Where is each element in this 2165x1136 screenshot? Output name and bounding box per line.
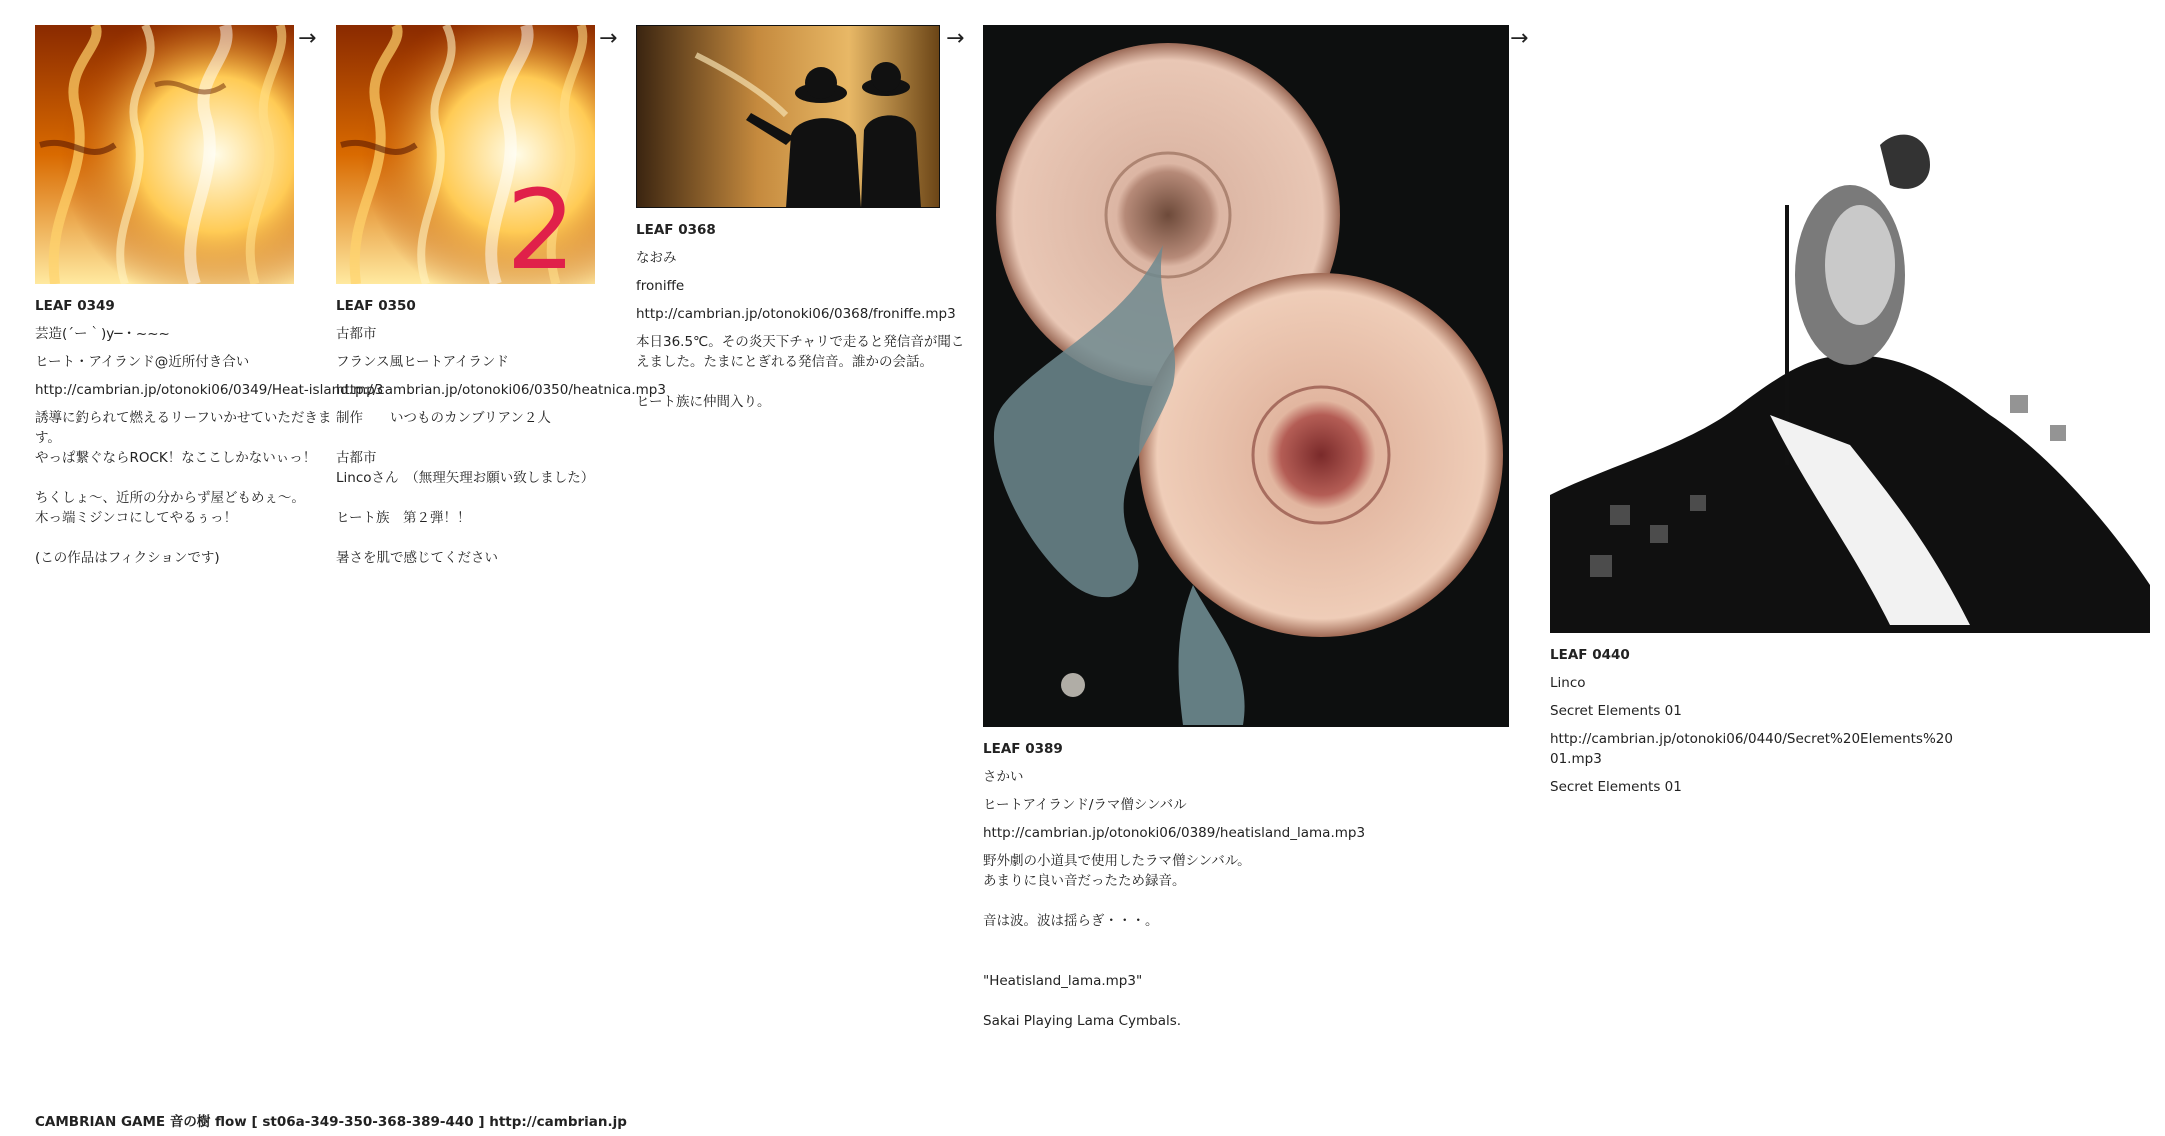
flow-arrow-icon: → — [946, 26, 965, 51]
leaf-mp3-link[interactable]: http://cambrian.jp/otonoki06/0349/Heat-island.mp3 — [35, 382, 384, 398]
cymbals-image[interactable] — [983, 25, 1509, 727]
leaf-title: froniffe — [636, 278, 685, 294]
flow-arrow-icon: → — [1510, 26, 1529, 51]
leaf-title: フランス風ヒートアイランド — [336, 354, 509, 370]
leaf-comment: 制作 いつものカンブリアン２人 古都市 Lincoさん （無理矢理お願い致しました） ヒート族 第２弾！！ 暑さを肌で感じてください — [336, 410, 595, 566]
leaf-0389 — [983, 25, 1509, 1039]
page-footer: CAMBRIAN GAME 音の樹 flow [ st06a-349-350-368-389-440 ] http://cambrian.jp — [35, 1114, 627, 1130]
leaf-mp3-link[interactable]: http://cambrian.jp/otonoki06/0350/heatnica.mp3 — [336, 382, 666, 398]
leaf-author: なおみ — [636, 250, 677, 266]
leaf-comment: Secret Elements 01 — [1550, 779, 1682, 795]
flow-arrow-icon: → — [298, 26, 317, 51]
leaf-id: LEAF 0389 — [983, 741, 1063, 757]
leaf-comment: 本日36.5℃。その炎天下チャリで走ると発信音が聞こえました。たまにとぎれる発信音。誰かの会話。 ヒート族に仲間入り。 — [636, 334, 965, 410]
leaf-0440 — [1550, 25, 2150, 805]
leaf-id: LEAF 0350 — [336, 298, 416, 314]
leaf-title: ヒートアイランド/ラマ僧シンバル — [983, 797, 1187, 813]
leaf-id: LEAF 0368 — [636, 222, 716, 238]
firefighters-image[interactable] — [636, 25, 940, 208]
leaf-author: 芸造(´ー｀)y─・~~~ — [35, 326, 170, 342]
fire-image-2[interactable] — [336, 25, 595, 284]
flow-arrow-icon: → — [599, 26, 618, 51]
fire-image[interactable] — [35, 25, 294, 284]
leaf-author: Linco — [1550, 675, 1586, 691]
leaf-0368 — [636, 25, 976, 420]
leaf-mp3-link[interactable]: http://cambrian.jp/otonoki06/0389/heatisland_lama.mp3 — [983, 825, 1366, 841]
image-number-label: 2 — [506, 166, 576, 284]
leaf-author: 古都市 — [336, 326, 377, 342]
leaf-id: LEAF 0440 — [1550, 647, 1630, 663]
leaf-title: ヒート・アイランド@近所付き合い — [35, 354, 250, 370]
leaf-id: LEAF 0349 — [35, 298, 115, 314]
leaf-title: Secret Elements 01 — [1550, 703, 1682, 719]
leaf-author: さかい — [983, 769, 1024, 785]
leaf-mp3-link[interactable]: http://cambrian.jp/otonoki06/0368/froniffe.mp3 — [636, 306, 956, 322]
bw-figure-image[interactable] — [1550, 25, 2150, 633]
leaf-comment: 誘導に釣られて燃えるリーフいかせていただきます。 やっぱ繋ぐならROCK！なここしかないぃっ！ ちくしょ～、近所の分からず屋どもめぇ～。 木っ端ミジンコにしてやるぅっ！ (この作品はフィクションです) — [35, 410, 332, 566]
leaf-mp3-link[interactable]: http://cambrian.jp/otonoki06/0440/Secret%20Elements%2001.mp3 — [1550, 731, 1953, 767]
leaf-comment: 野外劇の小道具で使用したラマ僧シンバル。 あまりに良い音だったため録音。 音は波。波は揺らぎ・・・。 "Heatisland_lama.mp3" Sakai Playing Lama Cymbals. — [983, 853, 1251, 1029]
